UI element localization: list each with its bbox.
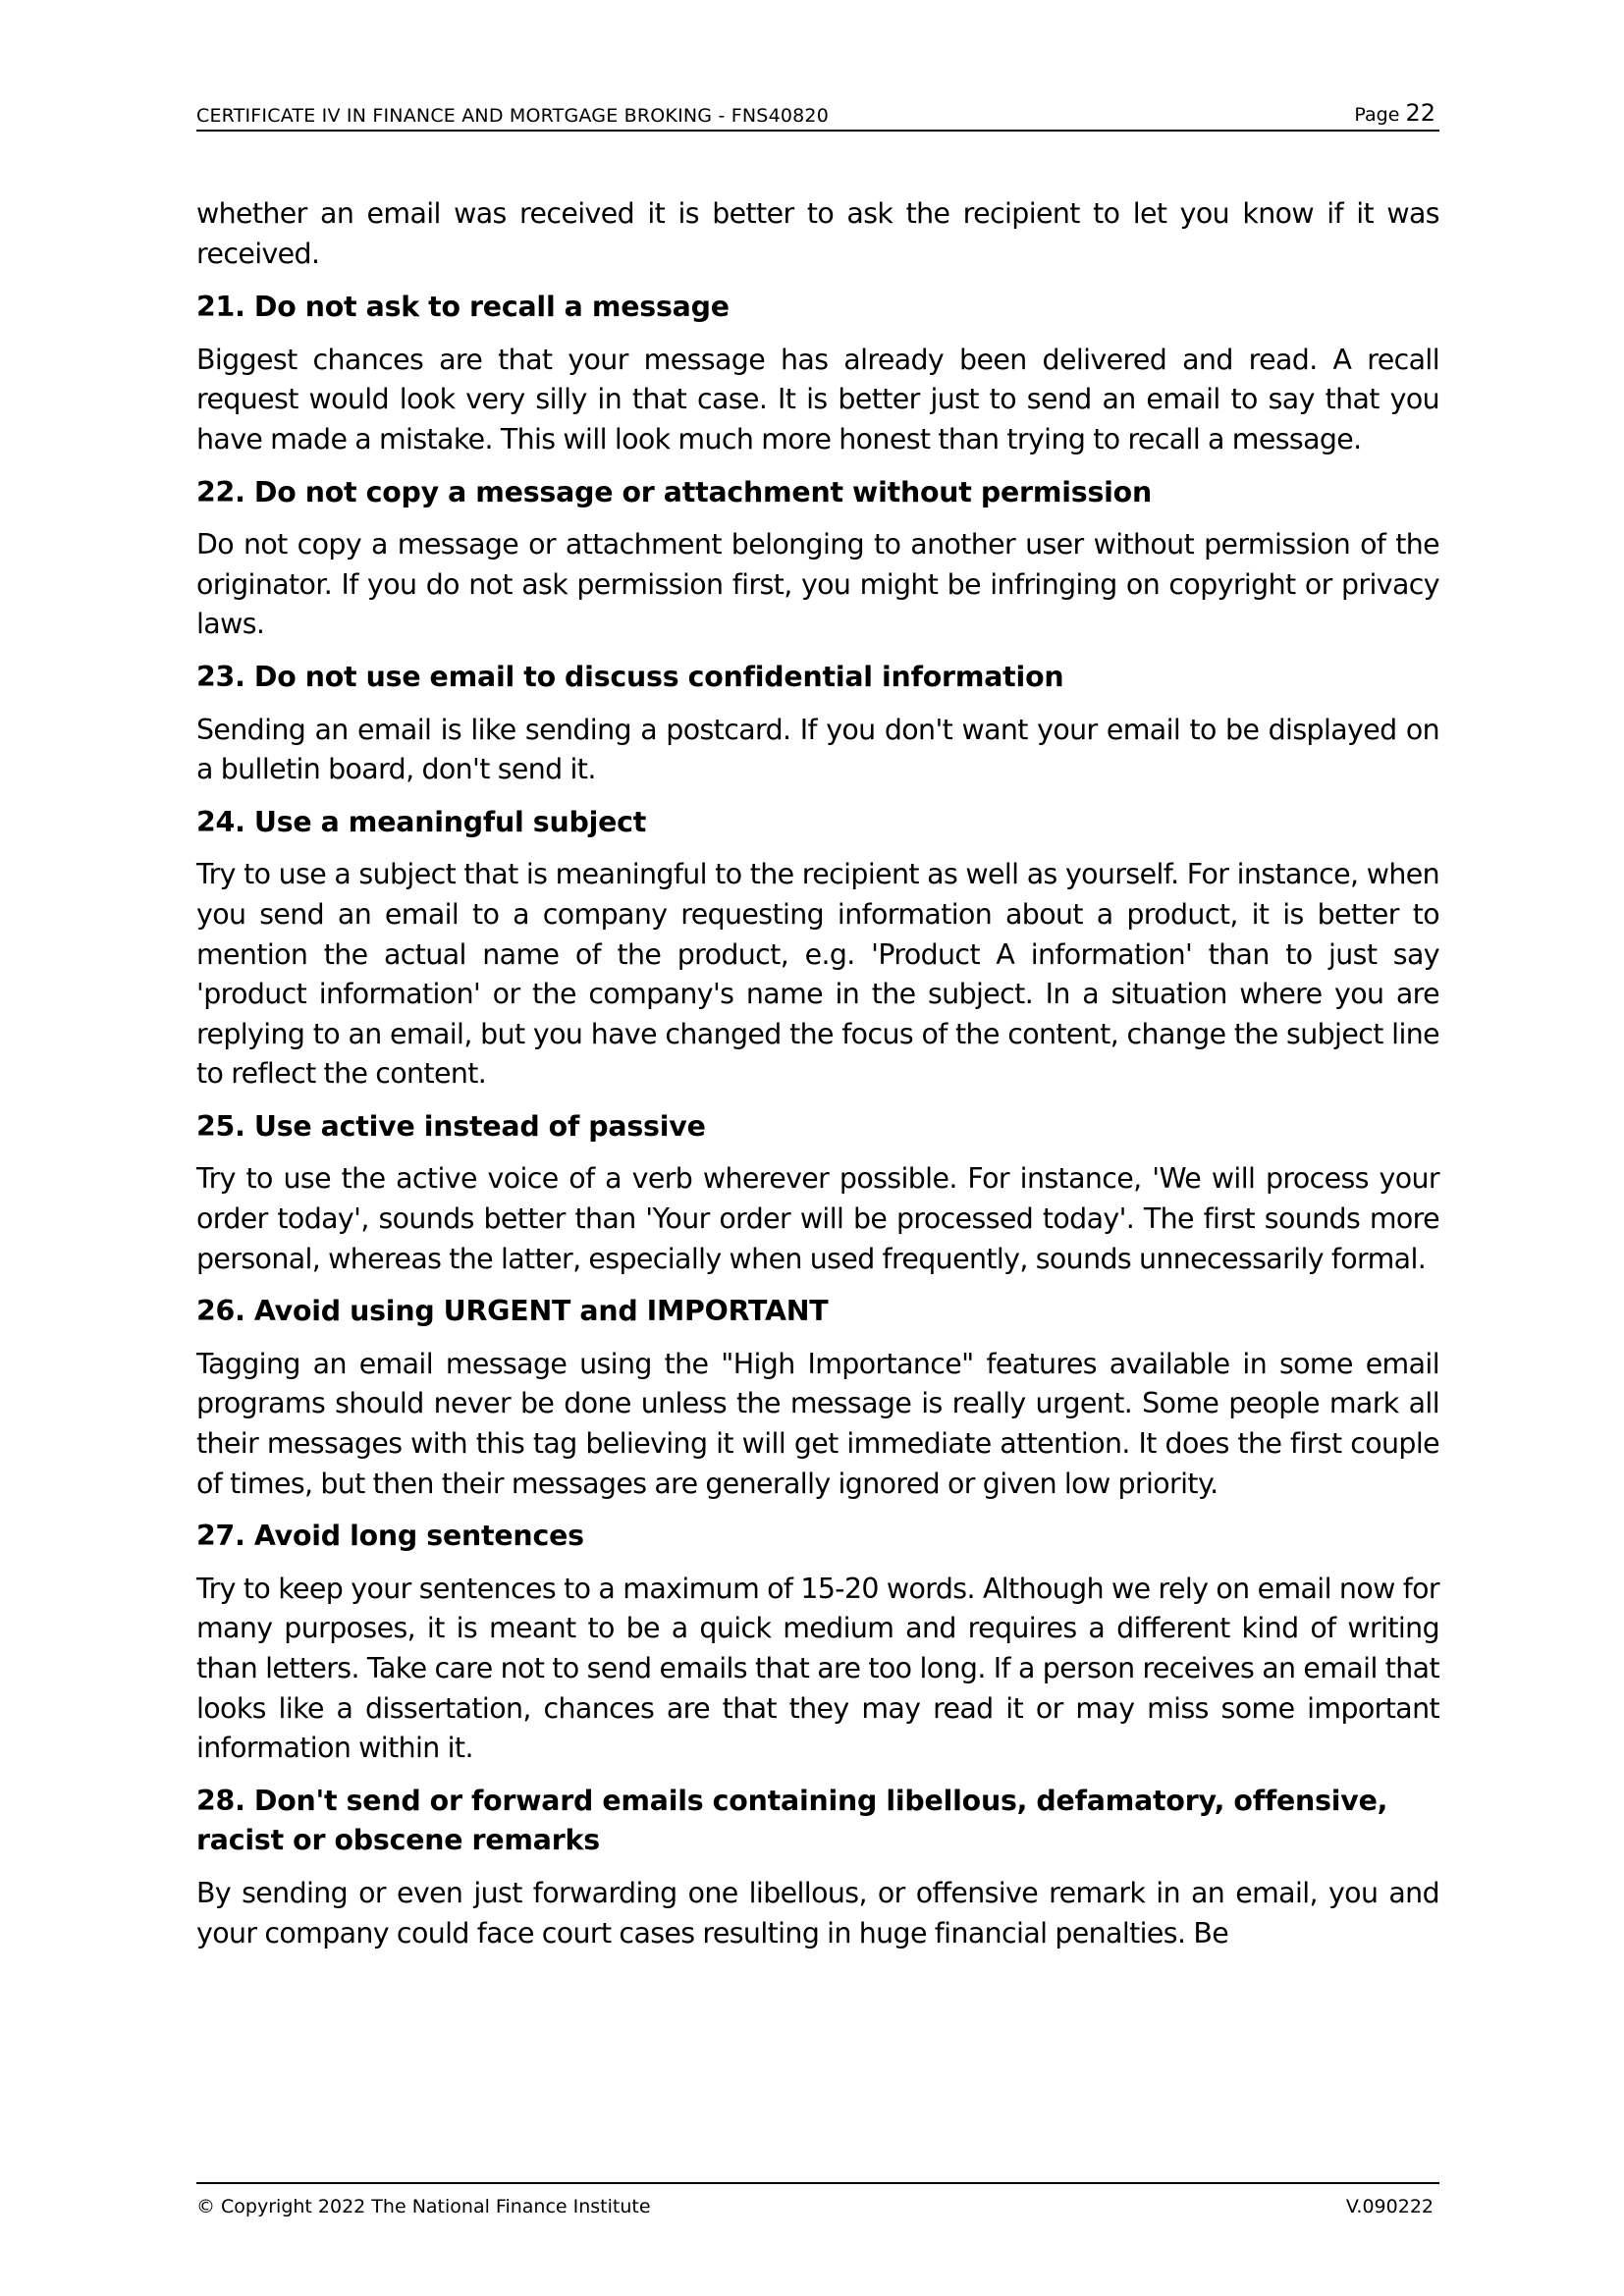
page-number: 22 [1405, 99, 1435, 127]
section-heading: 23. Do not use email to discuss confidential information [196, 660, 1064, 693]
page-indicator [1354, 99, 1435, 127]
section-heading: 24. Use a meaningful subject [196, 805, 647, 838]
section-body: Try to use a subject that is meaningful to the recipient as well as yourself. For instance, when you send an email to a company requesting information about a product, it is better to mention the actual name of the product, e.g. 'Product A information' than to just say 'product information' or the company's name in the subject. In a situation where you are replying to an email, but you have changed the focus of the content, change the subject line to reflect the content. [196, 858, 1439, 1091]
section-body: Tagging an email message using the "High Importance" features available in some email programs should never be done unless the message is really urgent. Some people mark all their messages with this tag believing it will get immediate attention. It does the first couple of times, but then their messages are generally ignored or given low priority. [196, 1347, 1439, 1500]
page-label: Page [1354, 104, 1400, 126]
version-label: V.090222 [1345, 2196, 1434, 2217]
page-header [196, 94, 1439, 132]
section-body: Do not copy a message or attachment belonging to another user without permission of the originator. If you do not ask permission first, you might be infringing on copyright or privacy laws. [196, 528, 1439, 641]
section-heading: 22. Do not copy a message or attachment without permission [196, 475, 1152, 508]
section-body: Sending an email is like sending a postcard. If you don't want your email to be displayed on a bulletin board, don't send it. [196, 713, 1439, 786]
section-body: By sending or even just forwarding one libellous, or offensive remark in an email, you and your company could face court cases resulting in huge financial penalties. Be [196, 1876, 1439, 1949]
section-body: Biggest chances are that your message has already been delivered and read. A recall request would look very silly in that case. It is better just to send an email to say that you have made a mistake. This will look much more honest than trying to recall a message. [196, 343, 1439, 455]
copyright-notice: © Copyright 2022 The National Finance Institute [196, 2196, 651, 2217]
page-footer [196, 2182, 1439, 2217]
course-title: CERTIFICATE IV IN FINANCE AND MORTGAGE BROKING - FNS40820 [196, 105, 830, 127]
section-heading: 28. Don't send or forward emails containing libellous, defamatory, offensive, racist or obscene remarks [196, 1784, 1388, 1857]
intro-paragraph: whether an email was received it is better to ask the recipient to let you know if it was received. [196, 197, 1439, 270]
section-heading: 21. Do not ask to recall a message [196, 291, 730, 324]
section-heading: 27. Avoid long sentences [196, 1520, 584, 1553]
section-body: Try to keep your sentences to a maximum of 15-20 words. Although we rely on email now for many purposes, it is meant to be a quick medium and requires a different kind of writing than letters. Take care not to send emails that are too long. If a person receives an email that looks like a dissertation, chances are that they may read it or may miss some important information within it. [196, 1572, 1439, 1765]
section-heading: 26. Avoid using URGENT and IMPORTANT [196, 1295, 829, 1328]
section-body: Try to use the active voice of a verb wherever possible. For instance, 'We will process your order today', sounds better than 'Your order will be processed today'. The first sounds more personal, whereas the latter, especially when used frequently, sounds unnecessarily formal. [196, 1162, 1439, 1275]
document-body [196, 194, 1439, 1966]
section-heading: 25. Use active instead of passive [196, 1109, 706, 1143]
